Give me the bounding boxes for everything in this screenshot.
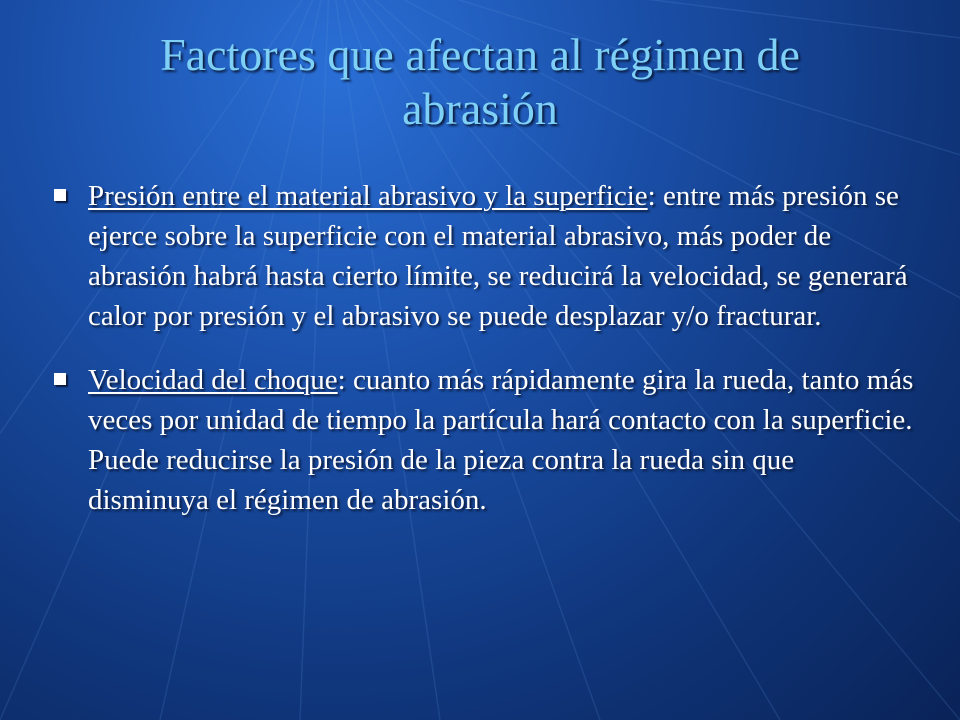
- bullet-text: : entre más presión se ejerce sobre la superficie con el material abrasivo, más poder de abrasión habrá hasta cierto límite, se reducirá la velocidad, se generará calor por presión y el abrasivo se puede desplazar y/o fracturar.: [88, 180, 908, 332]
- square-bullet-icon: [54, 373, 66, 385]
- bullet-text: : cuanto más rápidamente gira la rueda, tanto más veces por unidad de tiempo la partícula hará contacto con la superficie. Puede reducirse la presión de la pieza contra la rueda sin que disminuya el régimen de abrasión.: [88, 364, 914, 516]
- bullet-item-velocity: [54, 360, 920, 520]
- bullet-item-pressure: [54, 176, 920, 336]
- slide-title-line-2: abrasión: [402, 83, 558, 134]
- bullet-term: Presión entre el material abrasivo y la superficie: [88, 180, 648, 212]
- bullet-term: Velocidad del choque: [88, 364, 338, 396]
- slide-title-line-1: Factores que afectan al régimen de: [160, 29, 800, 80]
- bullet-list: [54, 176, 920, 544]
- slide-title: [40, 28, 920, 136]
- square-bullet-icon: [54, 189, 66, 201]
